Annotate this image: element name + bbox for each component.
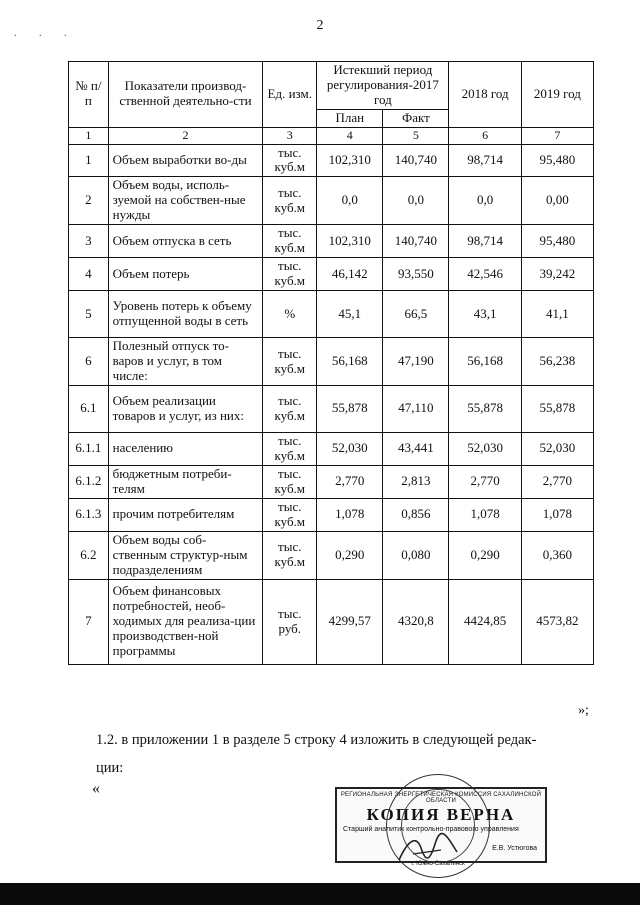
row-plan-2017: 102,310 (317, 144, 383, 177)
row-number: 6.1.3 (69, 498, 109, 531)
row-plan-2017: 52,030 (317, 432, 383, 465)
row-fact-2017: 0,856 (383, 498, 449, 531)
row-unit: тыс. куб.м (263, 338, 317, 386)
column-number: 2 (108, 127, 263, 144)
row-indicator: бюджетным потреби-телям (108, 465, 263, 498)
table-row (69, 291, 594, 338)
row-indicator: Объем реализации товаров и услуг, из них: (108, 385, 263, 432)
row-value-2018: 98,714 (449, 225, 521, 258)
column-number: 1 (69, 127, 109, 144)
closing-mark: »; (578, 703, 589, 718)
header-period: Истекший период регулирования-2017 год (317, 62, 449, 110)
row-unit: тыс. куб.м (263, 432, 317, 465)
stamp-organization: РЕГИОНАЛЬНАЯ ЭНЕРГЕТИЧЕСКАЯ КОМИССИЯ САХАЛИНСКОЙ ОБЛАСТИ (340, 792, 542, 804)
header-2019: 2019 год (521, 62, 593, 128)
row-plan-2017: 45,1 (317, 291, 383, 338)
row-indicator: Объем воды, исполь-зуемой на собствен-ные нужды (108, 177, 263, 225)
row-indicator: Объем финансовых потребностей, необ-ходимых для реализа-ции производствен-ной программы (108, 579, 263, 664)
row-value-2019: 4573,82 (521, 579, 593, 664)
row-unit: тыс. куб.м (263, 225, 317, 258)
row-value-2018: 56,168 (449, 338, 521, 386)
row-number: 6.2 (69, 531, 109, 579)
row-unit: % (263, 291, 317, 338)
row-fact-2017: 140,740 (383, 144, 449, 177)
table-row (69, 498, 594, 531)
row-indicator: Полезный отпуск то-варов и услуг, в том числе: (108, 338, 263, 386)
row-value-2019: 95,480 (521, 144, 593, 177)
row-fact-2017: 0,0 (383, 177, 449, 225)
table-row (69, 385, 594, 432)
row-indicator: Объем отпуска в сеть (108, 225, 263, 258)
row-plan-2017: 0,290 (317, 531, 383, 579)
row-value-2019: 95,480 (521, 225, 593, 258)
row-unit: тыс. куб.м (263, 498, 317, 531)
row-plan-2017: 1,078 (317, 498, 383, 531)
row-number: 6.1.2 (69, 465, 109, 498)
row-value-2018: 2,770 (449, 465, 521, 498)
row-indicator: прочим потребителям (108, 498, 263, 531)
signature-icon (395, 830, 465, 870)
scan-specks: . . . (14, 28, 77, 39)
row-value-2018: 42,546 (449, 258, 521, 291)
page-number: 2 (316, 18, 324, 33)
row-fact-2017: 140,740 (383, 225, 449, 258)
stamp-name: Е.В. Устюгова (492, 845, 537, 852)
row-indicator: Объем воды соб-ственным структур-ным подразделениям (108, 531, 263, 579)
column-number: 5 (383, 127, 449, 144)
header-unit: Ед. изм. (263, 62, 317, 128)
table-row (69, 144, 594, 177)
row-plan-2017: 4299,57 (317, 579, 383, 664)
amendment-paragraph: 1.2. в приложении 1 в разделе 5 строку 4 изложить в следующей редак- (96, 732, 537, 748)
row-fact-2017: 93,550 (383, 258, 449, 291)
row-plan-2017: 56,168 (317, 338, 383, 386)
row-value-2019: 2,770 (521, 465, 593, 498)
header-plan: План (317, 109, 383, 127)
row-plan-2017: 55,878 (317, 385, 383, 432)
table-row (69, 531, 594, 579)
opening-quote: « (92, 780, 100, 797)
row-number: 1 (69, 144, 109, 177)
header-indicator: Показатели производ-ственной деятельно-сти (108, 62, 263, 128)
row-value-2018: 4424,85 (449, 579, 521, 664)
row-number: 2 (69, 177, 109, 225)
column-number: 7 (521, 127, 593, 144)
header-2018: 2018 год (449, 62, 521, 128)
row-value-2018: 43,1 (449, 291, 521, 338)
table-row (69, 258, 594, 291)
table-row (69, 579, 594, 664)
row-fact-2017: 2,813 (383, 465, 449, 498)
row-value-2019: 0,360 (521, 531, 593, 579)
row-indicator: Объем потерь (108, 258, 263, 291)
row-indicator: Объем выработки во-ды (108, 144, 263, 177)
row-value-2019: 41,1 (521, 291, 593, 338)
row-unit: тыс. куб.м (263, 177, 317, 225)
row-value-2019: 56,238 (521, 338, 593, 386)
row-value-2018: 0,290 (449, 531, 521, 579)
amendment-paragraph-continuation: ции: (96, 760, 124, 776)
row-value-2018: 0,0 (449, 177, 521, 225)
row-unit: тыс. куб.м (263, 144, 317, 177)
row-number: 7 (69, 579, 109, 664)
row-indicator: населению (108, 432, 263, 465)
table-row (69, 338, 594, 386)
table-row (69, 177, 594, 225)
column-number: 3 (263, 127, 317, 144)
row-number: 4 (69, 258, 109, 291)
row-value-2019: 39,242 (521, 258, 593, 291)
row-number: 3 (69, 225, 109, 258)
scan-bottom-edge (0, 883, 640, 905)
table-row (69, 225, 594, 258)
row-value-2019: 55,878 (521, 385, 593, 432)
stamp-title: КОПИЯ ВЕРНА (366, 805, 516, 824)
header-num: № п/п (69, 62, 109, 128)
row-value-2018: 52,030 (449, 432, 521, 465)
row-value-2019: 52,030 (521, 432, 593, 465)
row-number: 5 (69, 291, 109, 338)
table-header-row (69, 62, 594, 110)
column-number: 4 (317, 127, 383, 144)
row-value-2018: 98,714 (449, 144, 521, 177)
header-fact: Факт (383, 109, 449, 127)
row-fact-2017: 0,080 (383, 531, 449, 579)
row-plan-2017: 2,770 (317, 465, 383, 498)
row-unit: тыс. куб.м (263, 385, 317, 432)
row-value-2019: 1,078 (521, 498, 593, 531)
row-value-2019: 0,00 (521, 177, 593, 225)
row-number: 6.1 (69, 385, 109, 432)
row-unit: тыс. куб.м (263, 258, 317, 291)
row-fact-2017: 47,110 (383, 385, 449, 432)
row-number: 6 (69, 338, 109, 386)
column-number-row (69, 127, 594, 144)
production-table (68, 61, 594, 665)
row-fact-2017: 66,5 (383, 291, 449, 338)
column-number: 6 (449, 127, 521, 144)
stamp-position: Старший аналитик контрольно-правового управления (343, 826, 519, 833)
row-unit: тыс. куб.м (263, 465, 317, 498)
row-indicator: Уровень потерь к объему отпущенной воды в сеть (108, 291, 263, 338)
row-fact-2017: 43,441 (383, 432, 449, 465)
table-row (69, 432, 594, 465)
row-plan-2017: 46,142 (317, 258, 383, 291)
row-unit: тыс. руб. (263, 579, 317, 664)
row-plan-2017: 0,0 (317, 177, 383, 225)
row-unit: тыс. куб.м (263, 531, 317, 579)
row-number: 6.1.1 (69, 432, 109, 465)
row-value-2018: 55,878 (449, 385, 521, 432)
row-fact-2017: 47,190 (383, 338, 449, 386)
row-fact-2017: 4320,8 (383, 579, 449, 664)
row-value-2018: 1,078 (449, 498, 521, 531)
seal-city: г. Южно-Сахалинск (411, 861, 465, 867)
table-row (69, 465, 594, 498)
row-plan-2017: 102,310 (317, 225, 383, 258)
